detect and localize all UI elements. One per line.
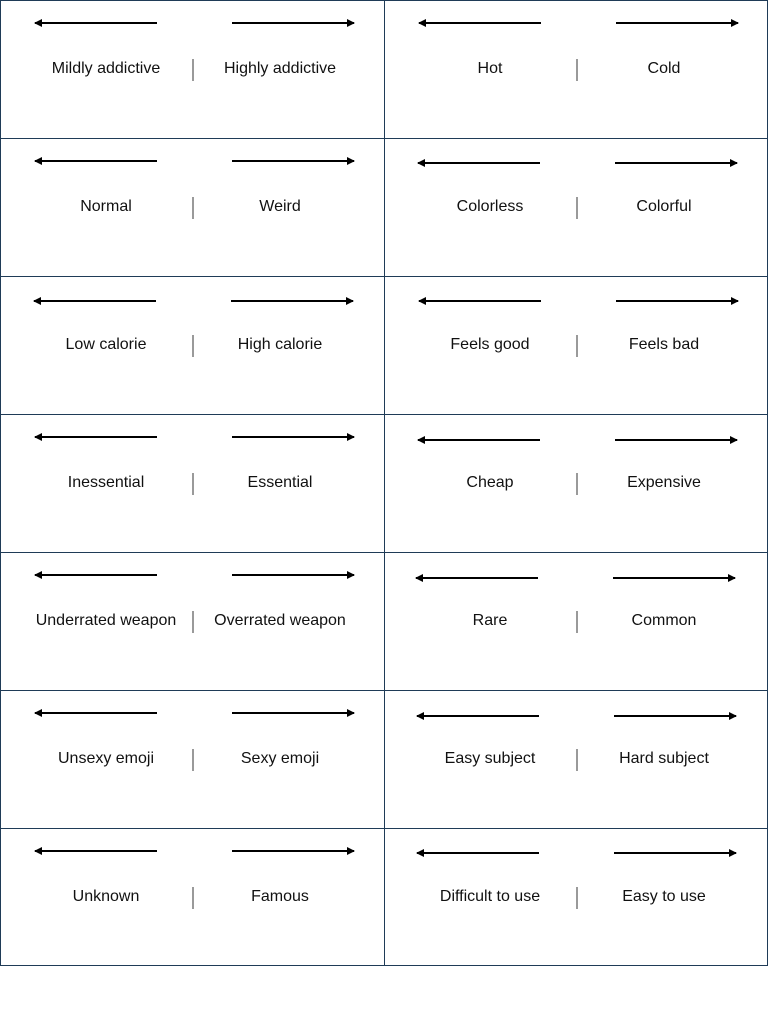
- spectrum-card: [0, 0, 385, 139]
- arrow-right-icon: [614, 715, 736, 717]
- spectrum-left-label: Low calorie: [65, 336, 147, 353]
- spectrum-card: [0, 828, 385, 966]
- spectrum-left-label: Hot: [477, 60, 503, 77]
- spectrum-left-label: Unknown: [72, 888, 140, 905]
- spectrum-left-label: Underrated weapon: [35, 612, 177, 629]
- spectrum-right-label: High calorie: [237, 336, 323, 353]
- spectrum-card: [0, 690, 385, 829]
- spectrum-left-label: Cheap: [466, 474, 514, 491]
- arrow-right-icon: [232, 22, 354, 24]
- arrow-left-icon: [419, 300, 541, 302]
- spectrum-left-label: Feels good: [450, 336, 530, 353]
- arrow-right-icon: [232, 712, 354, 714]
- arrow-right-icon: [615, 439, 737, 441]
- arrow-right-icon: [615, 162, 737, 164]
- spectrum-right-label: Common: [631, 612, 697, 629]
- spectrum-right-label: Hard subject: [619, 750, 709, 767]
- spectrum-card: [384, 828, 768, 966]
- spectrum-right-label: Cold: [647, 60, 681, 77]
- spectrum-left-label: Easy subject: [444, 750, 536, 767]
- arrow-right-icon: [616, 22, 738, 24]
- spectrum-card: [0, 138, 385, 277]
- arrow-right-icon: [232, 436, 354, 438]
- arrow-left-icon: [419, 22, 541, 24]
- arrow-left-icon: [418, 439, 540, 441]
- arrow-right-icon: [232, 850, 354, 852]
- spectrum-card: [0, 414, 385, 553]
- arrow-right-icon: [232, 160, 354, 162]
- spectrum-right-label: Famous: [251, 888, 309, 905]
- spectrum-right-label: Essential: [247, 474, 313, 491]
- spectrum-right-label: Colorful: [636, 198, 692, 215]
- arrow-right-icon: [614, 852, 736, 854]
- arrow-left-icon: [35, 436, 157, 438]
- arrow-left-icon: [34, 300, 156, 302]
- spectrum-left-label: Colorless: [456, 198, 524, 215]
- arrow-left-icon: [35, 712, 157, 714]
- arrow-left-icon: [418, 162, 540, 164]
- arrow-left-icon: [416, 577, 538, 579]
- spectrum-left-label: Inessential: [67, 474, 145, 491]
- spectrum-right-label: Highly addictive: [223, 60, 337, 77]
- arrow-left-icon: [417, 852, 539, 854]
- spectrum-card: [384, 138, 768, 277]
- spectrum-left-label: Rare: [472, 612, 508, 629]
- spectrum-card: [0, 552, 385, 691]
- spectrum-right-label: Sexy emoji: [240, 750, 320, 767]
- arrow-right-icon: [616, 300, 738, 302]
- spectrum-left-label: Mildly addictive: [51, 60, 161, 77]
- spectrum-card: [0, 276, 385, 415]
- spectrum-right-label: Expensive: [627, 474, 701, 491]
- spectrum-right-label: Weird: [259, 198, 301, 215]
- spectrum-right-label: Overrated weapon: [214, 612, 346, 629]
- spectrum-left-label: Unsexy emoji: [57, 750, 155, 767]
- spectrum-card: [384, 0, 768, 139]
- arrow-left-icon: [417, 715, 539, 717]
- arrow-left-icon: [35, 850, 157, 852]
- spectrum-right-label: Feels bad: [628, 336, 700, 353]
- spectrum-right-label: Easy to use: [622, 888, 706, 905]
- spectrum-card: [384, 552, 768, 691]
- arrow-right-icon: [231, 300, 353, 302]
- arrow-left-icon: [35, 574, 157, 576]
- spectrum-left-label: Difficult to use: [439, 888, 541, 905]
- spectrum-card: [384, 276, 768, 415]
- arrow-left-icon: [35, 160, 157, 162]
- spectrum-card: [384, 414, 768, 553]
- arrow-left-icon: [35, 22, 157, 24]
- spectrum-left-label: Normal: [80, 198, 132, 215]
- arrow-right-icon: [613, 577, 735, 579]
- arrow-right-icon: [232, 574, 354, 576]
- spectrum-card: [384, 690, 768, 829]
